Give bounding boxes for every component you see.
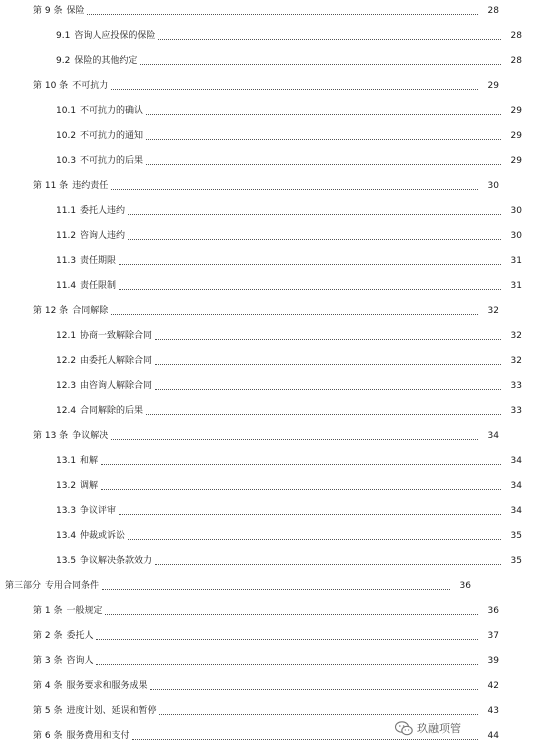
toc-entry-12-4[interactable] (0, 404, 537, 418)
toc-entry-number: 第 2 条 (33, 631, 63, 641)
toc-entry-11-2[interactable] (0, 229, 537, 243)
toc-entry-page: 28 (510, 31, 522, 41)
toc-entry-9-1[interactable] (0, 29, 537, 43)
dot-leader (159, 714, 478, 715)
toc-entry-number: 9.1 (56, 31, 71, 41)
toc-entry-number: 12.2 (56, 356, 77, 366)
toc-entry-title: 服务费用和支付 (66, 731, 130, 741)
toc-entry-13-2[interactable] (0, 479, 537, 493)
toc-entry-12-1[interactable] (0, 329, 537, 343)
toc-entry-page: 31 (510, 256, 522, 266)
dot-leader (119, 514, 501, 515)
dot-leader (111, 89, 478, 90)
dot-leader (146, 164, 501, 165)
toc-entry-special-article-1[interactable] (0, 604, 514, 618)
toc-entry-title: 合同解除的后果 (80, 406, 144, 416)
toc-entry-number: 第 11 条 (33, 181, 69, 191)
dot-leader (146, 414, 501, 415)
dot-leader (155, 364, 501, 365)
toc-entry-special-article-4[interactable] (0, 679, 514, 693)
toc-entry-title: 调解 (80, 481, 99, 491)
toc-entry-page: 30 (510, 231, 522, 241)
toc-entry-title: 协商一致解除合同 (80, 331, 153, 341)
toc-entry-number: 第 6 条 (33, 731, 63, 741)
dot-leader (146, 139, 501, 140)
toc-entry-page: 34 (487, 431, 499, 441)
toc-entry-special-article-3[interactable] (0, 654, 514, 668)
toc-entry-page: 34 (510, 456, 522, 466)
toc-entry-13-3[interactable] (0, 504, 537, 518)
toc-entry-page: 34 (510, 506, 522, 516)
toc-entry-number: 9.2 (56, 56, 71, 66)
dot-leader (111, 439, 478, 440)
toc-entry-page: 29 (510, 156, 522, 166)
toc-entry-page: 32 (487, 306, 499, 316)
toc-entry-title: 不可抗力 (72, 81, 109, 91)
toc-entry-title: 专用合同条件 (45, 581, 100, 591)
toc-entry-title: 争议评审 (80, 506, 117, 516)
toc-entry-12-2[interactable] (0, 354, 537, 368)
toc-entry-title: 委托人 (66, 631, 94, 641)
toc-entry-number: 13.1 (56, 456, 77, 466)
toc-entry-title: 不可抗力的后果 (80, 156, 144, 166)
toc-entry-number: 第 12 条 (33, 306, 69, 316)
toc-entry-title: 责任限制 (80, 281, 117, 291)
watermark (393, 718, 463, 738)
toc-entry-13-1[interactable] (0, 454, 537, 468)
toc-entry-title: 和解 (80, 456, 99, 466)
toc-entry-title: 保险 (66, 6, 85, 16)
toc-entry-title: 违约责任 (72, 181, 109, 191)
toc-entry-title: 咨询人应投保的保险 (74, 31, 156, 41)
toc-entry-special-article-2[interactable] (0, 629, 514, 643)
toc-entry-page: 30 (487, 181, 499, 191)
toc-entry-title: 不可抗力的通知 (80, 131, 144, 141)
toc-entry-number: 12.4 (56, 406, 77, 416)
toc-entry-9-2[interactable] (0, 54, 537, 68)
toc-entry-10-1[interactable] (0, 104, 537, 118)
toc-entry-special-article-5[interactable] (0, 704, 514, 718)
toc-entry-number: 13.5 (56, 556, 77, 566)
toc-entry-number: 13.3 (56, 506, 77, 516)
toc-entry-number: 11.2 (56, 231, 77, 241)
toc-entry-page: 33 (510, 381, 522, 391)
toc-entry-title: 争议解决条款效力 (80, 556, 153, 566)
dot-leader (105, 614, 478, 615)
toc-entry-page: 42 (487, 681, 499, 691)
toc-entry-title: 责任期限 (80, 256, 117, 266)
toc-entry-title: 咨询人违约 (80, 231, 126, 241)
toc-entry-title: 保险的其他约定 (74, 56, 138, 66)
toc-entry-10-3[interactable] (0, 154, 537, 168)
toc-entry-page: 36 (487, 606, 499, 616)
toc-entry-number: 10.2 (56, 131, 77, 141)
toc-entry-page: 43 (487, 706, 499, 716)
toc-entry-number: 12.3 (56, 381, 77, 391)
dot-leader (111, 314, 478, 315)
toc-entry-12-3[interactable] (0, 379, 537, 393)
toc-entry-title: 一般规定 (66, 606, 103, 616)
toc-entry-number: 13.4 (56, 531, 77, 541)
toc-entry-number: 第 4 条 (33, 681, 63, 691)
toc-entry-number: 第 3 条 (33, 656, 63, 666)
toc-entry-10-2[interactable] (0, 129, 537, 143)
dot-leader (150, 689, 478, 690)
dot-leader (128, 539, 501, 540)
dot-leader (128, 214, 501, 215)
dot-leader (158, 39, 501, 40)
toc-entry-title: 不可抗力的确认 (80, 106, 144, 116)
toc-entry-title: 服务要求和服务成果 (66, 681, 148, 691)
toc-entry-page: 29 (510, 106, 522, 116)
toc-entry-page: 44 (487, 731, 499, 741)
toc-entry-11-1[interactable] (0, 204, 537, 218)
toc-entry-13-4[interactable] (0, 529, 537, 543)
toc-entry-title: 咨询人 (66, 656, 94, 666)
toc-entry-page: 29 (487, 81, 499, 91)
dot-leader (155, 339, 501, 340)
toc-entry-page: 32 (510, 331, 522, 341)
toc-entry-page: 29 (510, 131, 522, 141)
dot-leader (102, 589, 450, 590)
toc-entry-article-13[interactable] (0, 429, 514, 443)
dot-leader (146, 114, 501, 115)
dot-leader (119, 289, 501, 290)
dot-leader (119, 264, 501, 265)
toc-entry-11-3[interactable] (0, 254, 537, 268)
toc-entry-article-10[interactable] (0, 79, 514, 93)
toc-entry-number: 10.3 (56, 156, 77, 166)
dot-leader (140, 64, 501, 65)
toc-entry-page: 33 (510, 406, 522, 416)
toc-entry-page: 31 (510, 281, 522, 291)
toc-entry-article-12[interactable] (0, 304, 514, 318)
dot-leader (96, 664, 478, 665)
wechat-icon (395, 721, 413, 736)
toc-entry-title: 由咨询人解除合同 (80, 381, 153, 391)
toc-entry-number: 13.2 (56, 481, 77, 491)
dot-leader (132, 739, 478, 740)
toc-entry-part-3[interactable] (0, 579, 486, 593)
dot-leader (128, 239, 501, 240)
toc-entry-page: 37 (487, 631, 499, 641)
toc-entry-title: 合同解除 (72, 306, 109, 316)
dot-leader (101, 489, 501, 490)
toc-entry-page: 39 (487, 656, 499, 666)
toc-entry-page: 34 (510, 481, 522, 491)
toc-entry-page: 28 (487, 6, 499, 16)
toc-entry-number: 第 9 条 (33, 6, 63, 16)
dot-leader (87, 14, 478, 15)
toc-entry-13-5[interactable] (0, 554, 537, 568)
toc-entry-number: 第 13 条 (33, 431, 69, 441)
toc-entry-number: 12.1 (56, 331, 77, 341)
toc-entry-number: 第 5 条 (33, 706, 63, 716)
dot-leader (101, 464, 501, 465)
toc-entry-article-9[interactable] (0, 4, 514, 18)
toc-entry-title: 争议解决 (72, 431, 109, 441)
toc-entry-title: 仲裁或诉讼 (80, 531, 126, 541)
toc-entry-title: 由委托人解除合同 (80, 356, 153, 366)
toc-entry-number: 11.4 (56, 281, 77, 291)
toc-entry-number: 第 1 条 (33, 606, 63, 616)
toc-entry-page: 35 (510, 556, 522, 566)
dot-leader (96, 639, 478, 640)
toc-entry-number: 11.3 (56, 256, 77, 266)
watermark-text: 玖融项管 (417, 722, 461, 735)
toc-entry-11-4[interactable] (0, 279, 537, 293)
toc-entry-number: 第三部分 (5, 581, 42, 591)
toc-entry-title: 进度计划、延误和暂停 (66, 706, 157, 716)
toc-entry-page: 35 (510, 531, 522, 541)
dot-leader (111, 189, 478, 190)
toc-entry-page: 28 (510, 56, 522, 66)
dot-leader (155, 389, 501, 390)
toc-entry-number: 10.1 (56, 106, 77, 116)
toc-entry-page: 36 (459, 581, 471, 591)
toc-entry-page: 30 (510, 206, 522, 216)
toc-entry-title: 委托人违约 (80, 206, 126, 216)
dot-leader (155, 564, 501, 565)
toc-entry-number: 第 10 条 (33, 81, 69, 91)
toc-entry-page: 32 (510, 356, 522, 366)
toc-entry-number: 11.1 (56, 206, 77, 216)
toc-entry-article-11[interactable] (0, 179, 514, 193)
